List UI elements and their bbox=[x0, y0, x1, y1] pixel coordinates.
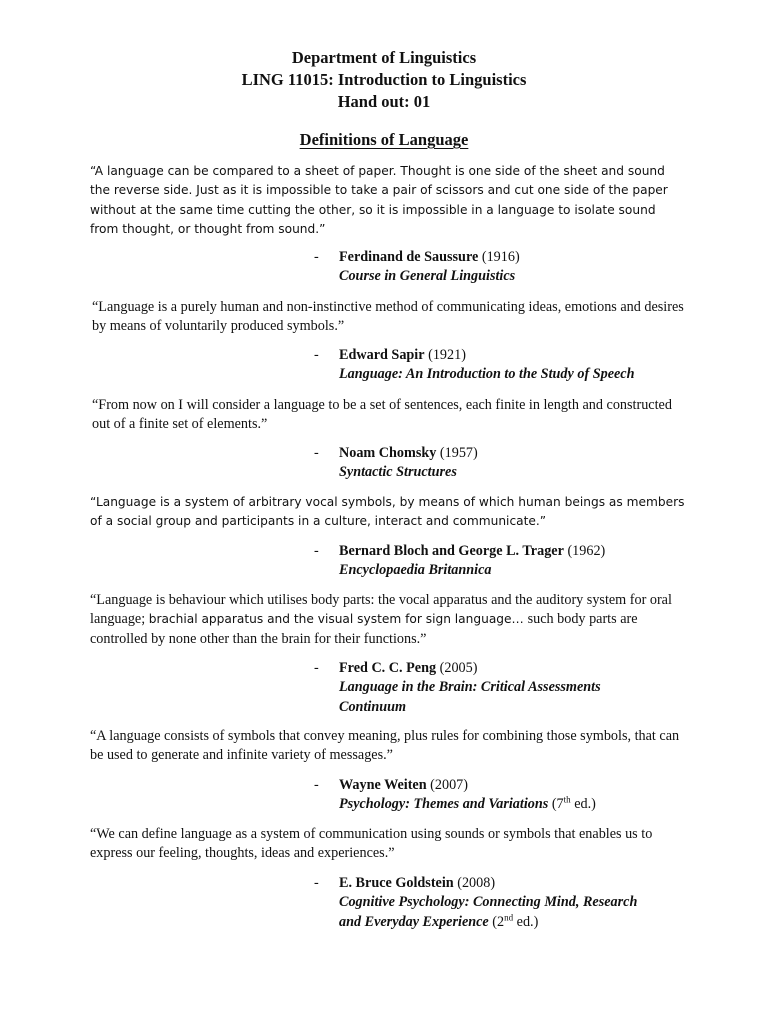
citation-dash: - bbox=[314, 445, 319, 461]
citation-year: (2008) bbox=[457, 875, 496, 891]
edition-suffix: nd bbox=[504, 912, 514, 923]
quote-chomsky: “From now on I will consider a language to be a set of sentences, each finite in length and constructed out of a finite set of elements.” bbox=[92, 397, 672, 433]
citation-work-line2: and Everyday Experience bbox=[339, 913, 489, 930]
citation-dash: - bbox=[314, 543, 319, 559]
citation-work: Language: An Introduction to the Study of Speech bbox=[339, 366, 635, 383]
citation-dash: - bbox=[314, 347, 319, 363]
handout-number: Hand out: 01 bbox=[337, 92, 431, 111]
quote-goldstein: “We can define language as a system of communication using sounds or symbols that enables us to express our feeling, thoughts, ideas and experiences.” bbox=[90, 826, 653, 862]
quote-saussure: “A language can be compared to a sheet of paper. Thought is one side of the sheet and sound the reverse side. Just as it is impossible to take a pair of scissors and cut one side of the paper without at the same time cutting the other, so it is impossible in a language to isolate sound from thought, or thought from sound.” bbox=[90, 164, 668, 237]
section-title-text: Definitions of Language bbox=[299, 130, 469, 149]
citation-saussure bbox=[314, 248, 714, 287]
citation-work-line2: Continuum bbox=[339, 698, 407, 715]
citation-work: Language in the Brain: Critical Assessments bbox=[339, 679, 601, 696]
quote-weiten: “A language consists of symbols that convey meaning, plus rules for combining those symbols, that can be used to generate and infinite variety of messages.” bbox=[90, 728, 680, 764]
quote-part: brachial apparatus and the visual system for sign language… bbox=[148, 612, 528, 627]
quote-part: “Language is behaviour which utilises body parts: the vocal apparatus and the auditory system for oral language; bbox=[90, 592, 672, 628]
course-title: LING 11015: Introduction to Linguistics bbox=[241, 70, 527, 89]
citation-author: Noam Chomsky bbox=[339, 445, 437, 461]
citation-year: (1921) bbox=[428, 347, 466, 363]
citation-author: Wayne Weiten bbox=[339, 777, 427, 793]
quote-part: such body parts are controlled by none other than the brain for their functions.” bbox=[90, 611, 638, 647]
quote-sapir: “Language is a purely human and non-instinctive method of communicating ideas, emotions and desires by means of voluntarily produced symbols.” bbox=[92, 299, 684, 335]
citation-edition bbox=[552, 796, 596, 812]
section-title bbox=[0, 130, 768, 150]
citation-year: (1962) bbox=[567, 543, 606, 559]
citation-year: (1957) bbox=[439, 445, 478, 461]
citation-year: (2005) bbox=[439, 660, 478, 676]
citation-author: Edward Sapir bbox=[339, 347, 425, 363]
citation-chomsky bbox=[314, 444, 714, 483]
citation-year: (2007) bbox=[430, 777, 468, 793]
citation-sapir bbox=[314, 346, 714, 385]
citation-goldstein bbox=[314, 874, 714, 932]
citation-author: E. Bruce Goldstein bbox=[339, 875, 454, 891]
citation-year: (1916) bbox=[481, 249, 520, 265]
citation-author: Fred C. C. Peng bbox=[339, 660, 437, 676]
citation-dash: - bbox=[314, 777, 319, 793]
edition-number: (2 bbox=[492, 913, 505, 930]
citation-work: Encyclopaedia Britannica bbox=[339, 562, 492, 579]
citation-weiten bbox=[314, 776, 714, 815]
citation-dash: - bbox=[314, 875, 319, 891]
edition-number: (7 bbox=[551, 796, 564, 813]
citation-work: Psychology: Themes and Variations bbox=[339, 796, 549, 813]
department-name: Department of Linguistics bbox=[291, 48, 477, 67]
citation-author: Bernard Bloch and George L. Trager bbox=[339, 543, 564, 559]
citation-work: Cognitive Psychology: Connecting Mind, Research bbox=[339, 894, 638, 911]
edition-label: ed.) bbox=[513, 913, 539, 930]
quote-peng bbox=[90, 591, 686, 649]
edition-suffix: th bbox=[563, 794, 571, 805]
edition-label: ed.) bbox=[570, 796, 596, 813]
document-header bbox=[0, 47, 768, 113]
citation-bloch-trager bbox=[314, 542, 714, 581]
citation-work: Course in General Linguistics bbox=[339, 268, 516, 285]
citation-author: Ferdinand de Saussure bbox=[339, 249, 479, 265]
citation-dash: - bbox=[314, 249, 319, 265]
citation-work: Syntactic Structures bbox=[339, 464, 457, 481]
quote-bloch-trager: “Language is a system of arbitrary vocal symbols, by means of which human beings as members of a social group and participants in a culture, interact and communicate.” bbox=[90, 495, 685, 529]
citation-dash: - bbox=[314, 660, 319, 676]
citation-edition bbox=[492, 914, 538, 930]
citation-peng bbox=[314, 659, 714, 717]
